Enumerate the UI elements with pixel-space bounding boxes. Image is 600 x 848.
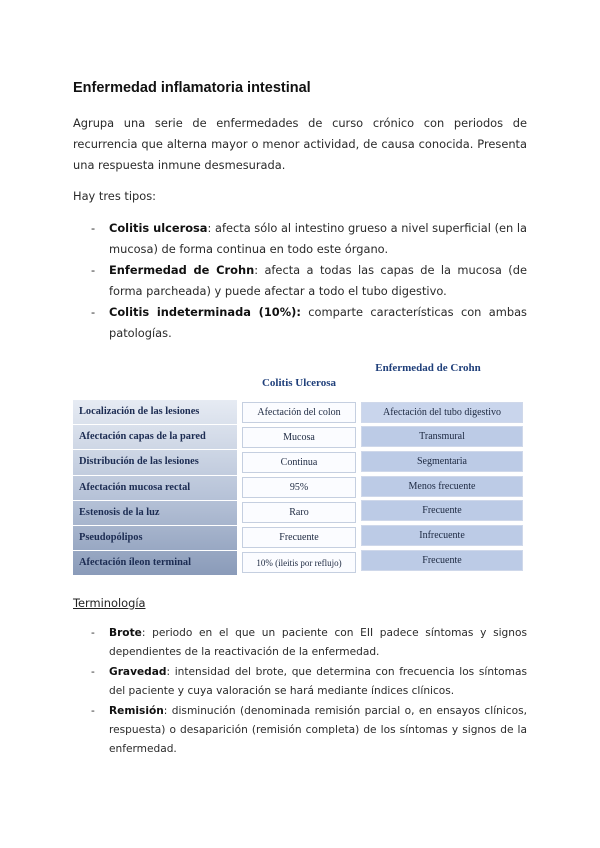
list-item	[73, 218, 527, 260]
column-header-crohn: Enfermedad de Crohn	[375, 362, 481, 374]
column-header-uc: Colitis Ulcerosa	[261, 377, 337, 389]
crohn-cell: Infrecuente	[361, 525, 523, 546]
type-sep: :	[254, 263, 259, 277]
type-text: afecta a todas las capas de la mucosa (de forma parcheada) y puede afectar a todo el tubo digestivo.	[109, 263, 527, 298]
row-label: Estenosis de la luz	[79, 507, 160, 518]
row-labels-column	[73, 400, 237, 575]
uc-cell: Mucosa	[242, 427, 356, 448]
row-label: Afectación mucosa rectal	[79, 482, 191, 493]
row-label: Distribución de las lesiones	[79, 456, 199, 467]
bullet-dash: -	[91, 627, 95, 639]
terminology-heading: Terminología	[73, 596, 146, 610]
bullet-dash: -	[91, 221, 96, 235]
type-sep: :	[207, 221, 212, 235]
uc-cell: 95%	[242, 477, 356, 498]
crohn-cell: Transmural	[361, 426, 523, 447]
term-text: : periodo en el que un paciente con EII padece síntomas y signos dependientes de la reactivación de la enfermedad.	[109, 627, 527, 659]
types-intro: Hay tres tipos:	[73, 189, 156, 203]
term-text: : intensidad del brote, que determina con frecuencia los síntomas del paciente y cuya valoración se hará mediante índices clínicos.	[109, 665, 527, 698]
page-title: Enfermedad inflamatoria intestinal	[73, 80, 311, 96]
uc-cell: Continua	[242, 452, 356, 473]
type-text: comparte características con ambas patologías.	[109, 305, 527, 340]
uc-cell: Afectación del colon	[242, 402, 356, 423]
term-name: Brote	[109, 627, 142, 639]
bullet-dash: -	[91, 665, 95, 678]
crohn-cell: Segmentaria	[361, 451, 523, 472]
type-name: Enfermedad de Crohn	[109, 263, 255, 277]
intro-paragraph: Agrupa una serie de enfermedades de curso crónico con periodos de recurrencia que alterna mayor o menor actividad, de causa conocida. Presenta una respuesta inmune desmesurada.	[73, 116, 527, 172]
term-text: : disminución (denominada remisión parcial o, en ensayos clínicos, respuesta) o desaparición (remisión completa) de los síntomas y signos de la enfermedad.	[109, 704, 527, 756]
bullet-dash: -	[91, 704, 95, 717]
term-name: Gravedad	[109, 665, 167, 678]
list-item	[73, 624, 527, 663]
bullet-dash: -	[91, 305, 96, 319]
terminology-list	[73, 624, 527, 760]
uc-cell: Frecuente	[242, 527, 356, 548]
row-label: Localización de las lesiones	[79, 406, 200, 417]
types-list	[73, 218, 527, 344]
type-name: Colitis ulcerosa	[109, 221, 208, 235]
list-item	[73, 663, 527, 702]
type-name: Colitis indeterminada (10%):	[109, 305, 301, 319]
comparison-table	[73, 360, 528, 576]
list-item	[73, 702, 527, 760]
type-text: afecta sólo al intestino grueso a nivel superficial (en la mucosa) de forma continua en todo este órgano.	[109, 221, 528, 256]
uc-cell: 10% (ileitis por reflujo)	[242, 552, 356, 573]
list-item	[73, 260, 527, 302]
row-label: Afectación capas de la pared	[79, 431, 206, 442]
bullet-dash: -	[91, 263, 96, 277]
crohn-cell: Menos frecuente	[361, 476, 523, 497]
crohn-cell: Frecuente	[361, 500, 523, 521]
crohn-cell: Frecuente	[361, 550, 523, 571]
uc-cell: Raro	[242, 502, 356, 523]
crohn-cell: Afectación del tubo digestivo	[361, 402, 523, 423]
row-label: Pseudopólipos	[79, 532, 143, 543]
list-item	[73, 302, 527, 344]
term-name: Remisión	[109, 704, 164, 717]
row-label: Afectación íleon terminal	[79, 557, 191, 568]
